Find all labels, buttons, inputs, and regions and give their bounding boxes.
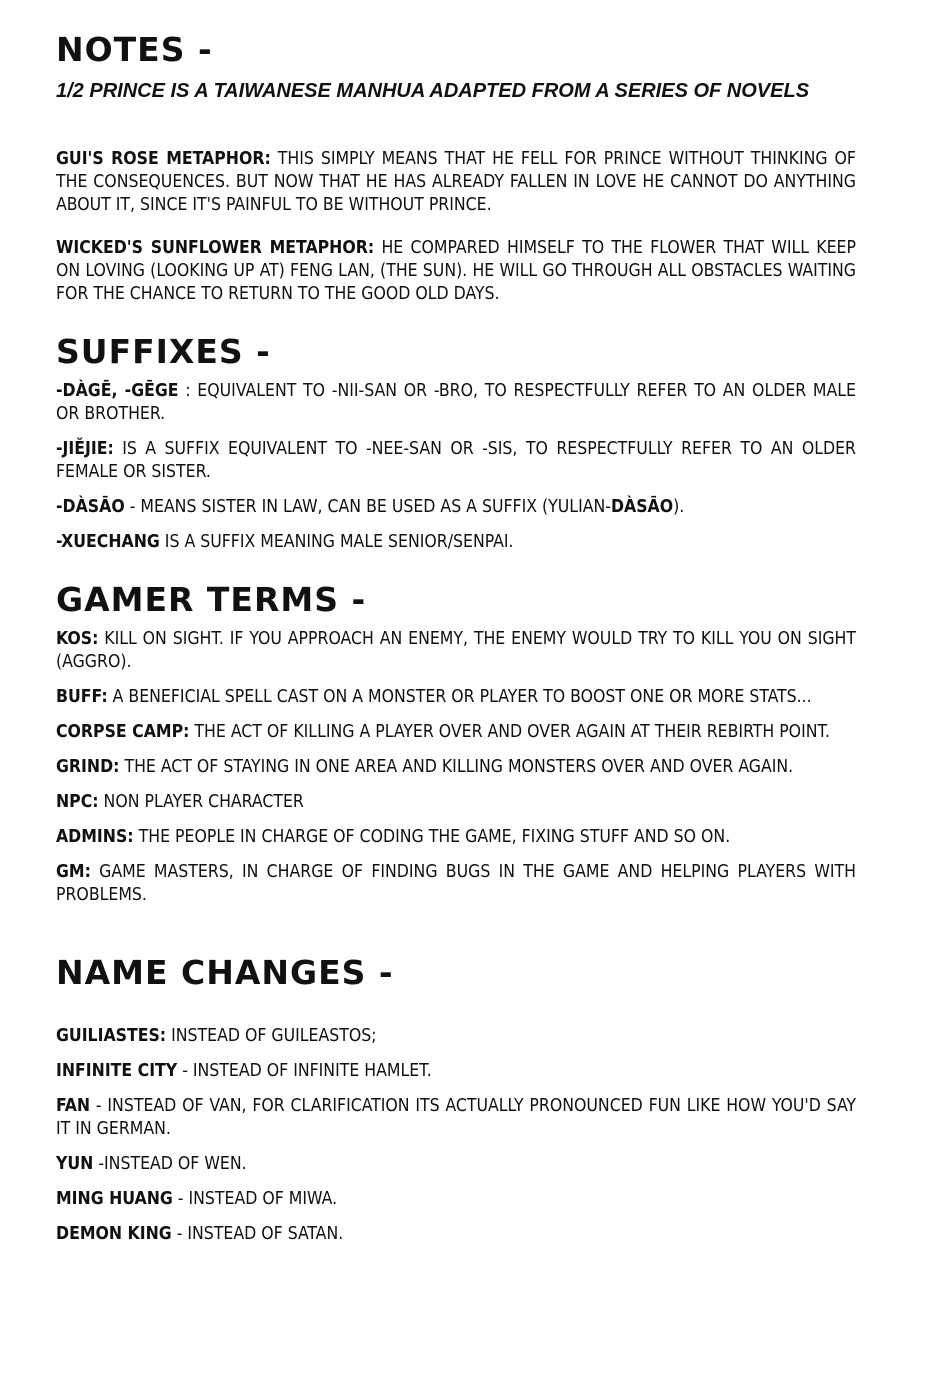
suffix-item <box>56 531 856 554</box>
name-change-term: YUN <box>56 1154 94 1174</box>
name-change-term: INFINITE CITY <box>56 1061 178 1081</box>
note-text: THIS SIMPLY MEANS THAT HE FELL FOR PRINCE WITHOUT THINKING OF THE CONSEQUENCES. BUT NOW THAT HE HAS ALREADY FALLEN IN LOVE HE CANNOT DO ANYTHING ABOUT IT, SINCE IT'S PAINFUL TO BE WITHOUT PRINCE. <box>56 149 856 215</box>
gamer-term-item <box>56 861 856 907</box>
gamer-term: NPC: <box>56 792 99 812</box>
suffix-item <box>56 438 856 484</box>
name-change-text: - INSTEAD OF VAN, FOR CLARIFICATION ITS ACTUALLY PRONOUNCED FUN LIKE HOW YOU'D SAY IT IN GERMAN. <box>56 1096 856 1139</box>
gamer-term-text: A BENEFICIAL SPELL CAST ON A MONSTER OR PLAYER TO BOOST ONE OR MORE STATS... <box>107 687 812 707</box>
name-change-item <box>56 1188 856 1211</box>
gamer-term: GRIND: <box>56 757 120 777</box>
note-item <box>56 237 856 306</box>
name-changes-title: NAME CHANGES - <box>56 953 394 992</box>
suffixes-title: SUFFIXES - <box>56 332 271 371</box>
suffix-term: -JIĚJIE: <box>56 439 114 459</box>
suffix-text: - MEANS SISTER IN LAW, CAN BE USED AS A SUFFIX (YULIAN- <box>124 497 611 517</box>
gamer-term: KOS: <box>56 629 99 649</box>
suffix-term: -DÀGĒ, -GĒGE <box>56 381 179 401</box>
name-change-text: - INSTEAD OF INFINITE HAMLET. <box>177 1061 432 1081</box>
gamer-term-item <box>56 756 856 779</box>
gamer-term-text: KILL ON SIGHT. IF YOU APPROACH AN ENEMY, THE ENEMY WOULD TRY TO KILL YOU ON SIGHT (AGGRO). <box>56 629 856 672</box>
suffix-item <box>56 496 856 519</box>
gamer-term-text: THE PEOPLE IN CHARGE OF CODING THE GAME, FIXING STUFF AND SO ON. <box>133 827 731 847</box>
notes-subtitle <box>56 78 856 104</box>
suffix-term-inline: DÀSĀO <box>610 497 674 517</box>
name-change-term: FAN <box>56 1096 91 1116</box>
suffixes-list <box>56 380 856 554</box>
note-term: GUI'S ROSE METAPHOR: <box>56 149 271 169</box>
suffix-text: IS A SUFFIX MEANING MALE SENIOR/SENPAI. <box>159 532 514 552</box>
name-change-text: - INSTEAD OF SATAN. <box>171 1224 344 1244</box>
suffix-text: IS A SUFFIX EQUIVALENT TO -NEE-SAN OR -SIS, TO RESPECTFULLY REFER TO AN OLDER FEMALE OR SISTER. <box>56 439 856 482</box>
gamer-term-item <box>56 628 856 674</box>
name-change-term: GUILIASTES: <box>56 1026 167 1046</box>
gamer-term-item <box>56 721 856 744</box>
suffix-item <box>56 380 856 426</box>
note-text: HE COMPARED HIMSELF TO THE FLOWER THAT WILL KEEP ON LOVING (LOOKING UP AT) FENG LAN, (THE SUN). HE WILL GO THROUGH ALL OBSTACLES WAITING FOR THE CHANCE TO RETURN TO THE GOOD OLD DAYS. <box>56 238 856 304</box>
subtitle-pre: 1/2 PRINCE IS A <box>56 80 214 102</box>
note-term: WICKED'S SUNFLOWER METAPHOR: <box>56 238 375 258</box>
name-change-term: DEMON KING <box>56 1224 172 1244</box>
gamer-term-item <box>56 686 856 709</box>
suffix-text-tail: ). <box>673 497 685 517</box>
gamer-term-text: THE ACT OF STAYING IN ONE AREA AND KILLING MONSTERS OVER AND OVER AGAIN. <box>119 757 794 777</box>
name-change-term: MING HUANG <box>56 1189 173 1209</box>
gamer-term: ADMINS: <box>56 827 134 847</box>
name-change-text: -INSTEAD OF WEN. <box>93 1154 247 1174</box>
notes-title: NOTES - <box>56 30 213 69</box>
suffix-term: -DÀSĀO <box>56 497 125 517</box>
name-change-item <box>56 1223 856 1246</box>
name-change-item <box>56 1153 856 1176</box>
gamer-term-text: GAME MASTERS, IN CHARGE OF FINDING BUGS IN THE GAME AND HELPING PLAYERS WITH PROBLEMS. <box>56 862 856 905</box>
gamer-term: CORPSE CAMP: <box>56 722 190 742</box>
subtitle-post: MANHUA ADAPTED FROM A SERIES OF NOVELS <box>330 80 810 102</box>
suffix-term: -XUECHANG <box>56 532 160 552</box>
name-change-text: INSTEAD OF GUILEASTOS; <box>166 1026 377 1046</box>
note-item <box>56 148 856 217</box>
name-changes-list <box>56 1025 856 1246</box>
subtitle-emphasis: TAIWANESE <box>213 80 331 102</box>
gamer-term-item <box>56 826 856 849</box>
gamer-terms-title: GAMER TERMS - <box>56 580 367 619</box>
gamer-term-text: THE ACT OF KILLING A PLAYER OVER AND OVER AGAIN AT THEIR REBIRTH POINT. <box>189 722 831 742</box>
name-change-item <box>56 1025 856 1048</box>
gamer-term: GM: <box>56 862 91 882</box>
name-change-item <box>56 1060 856 1083</box>
gamer-term-text: NON PLAYER CHARACTER <box>98 792 304 812</box>
name-change-text: - INSTEAD OF MIWA. <box>172 1189 338 1209</box>
name-change-item <box>56 1095 856 1141</box>
gamer-terms-list <box>56 628 856 907</box>
gamer-term-item <box>56 791 856 814</box>
metaphor-notes <box>56 148 856 306</box>
gamer-term: BUFF: <box>56 687 108 707</box>
suffix-text: : EQUIVALENT TO -NII-SAN OR -BRO, TO RESPECTFULLY REFER TO AN OLDER MALE OR BROTHER. <box>56 381 857 424</box>
